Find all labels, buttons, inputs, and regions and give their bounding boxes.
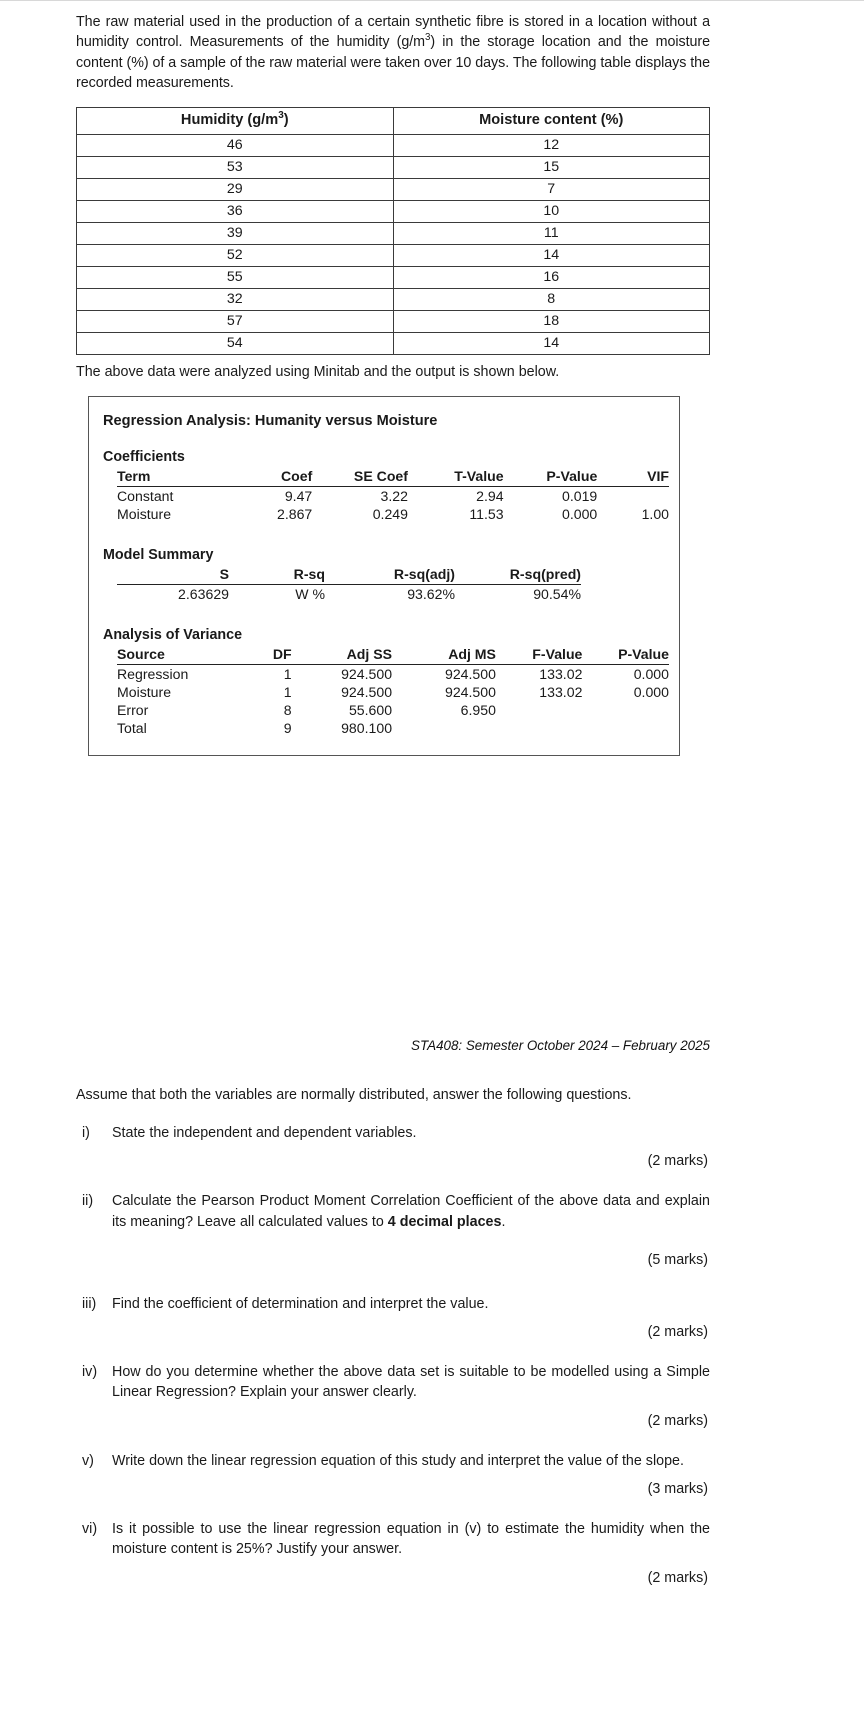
anova-cell-f-value: 133.02 <box>539 666 583 683</box>
question-text: Write down the linear regression equation of this study and interpret the value of the slope. <box>112 1452 684 1469</box>
anova-header-df: DF <box>237 645 292 665</box>
minitab-output-box <box>88 396 680 756</box>
anova-cell-f-value <box>496 719 582 737</box>
question-text-after: . <box>501 1213 506 1230</box>
ms-header-r-sq-adj: R-sq(adj) <box>325 565 455 585</box>
table-row <box>117 683 669 701</box>
coef-cell-p-value: 0.000 <box>562 506 598 523</box>
coef-cell-coef: 9.47 <box>284 488 313 505</box>
question-item-v <box>76 1451 710 1471</box>
coefficients-section-title: Coefficients <box>103 449 185 466</box>
intro-paragraph <box>76 12 710 93</box>
anova-cell-adj-ss: 924.500 <box>341 666 393 683</box>
anova-cell-adj-ss: 924.500 <box>341 684 393 701</box>
questions-lead-in: Assume that both the variables are normally distributed, answer the following questions. <box>76 1087 632 1103</box>
anova-cell-f-value: 133.02 <box>539 684 583 701</box>
table-row <box>117 585 581 604</box>
spacer <box>76 1340 710 1362</box>
minitab-intro-text: The above data were analyzed using Minitab and the output is shown below. <box>76 364 560 381</box>
table-row <box>77 223 710 245</box>
table-row <box>117 505 669 523</box>
coef-header-t-value: T-Value <box>408 467 504 487</box>
coef-cell-vif: 1.00 <box>641 506 669 523</box>
table-row <box>117 701 669 719</box>
coef-cell-term: Constant <box>117 488 174 505</box>
question-number: iii) <box>82 1295 97 1312</box>
cell-humidity: 52 <box>77 245 394 267</box>
table-row <box>77 157 710 179</box>
page-footer: STA408: Semester October 2024 – February 2025 <box>411 1038 710 1053</box>
ms-header-r-sq: R-sq <box>229 565 325 585</box>
anova-section-title: Analysis of Variance <box>103 627 243 644</box>
column-header-moisture: Moisture content (%) <box>393 108 710 135</box>
coef-header-vif: VIF <box>597 467 669 487</box>
cell-moisture: 15 <box>393 157 710 179</box>
document-content <box>76 12 710 756</box>
coef-cell-p-value: 0.019 <box>562 488 598 505</box>
anova-cell-source: Moisture <box>117 684 172 701</box>
intro-superscript: 3 <box>425 32 431 44</box>
cell-humidity: 53 <box>77 157 394 179</box>
coefficients-table <box>117 467 669 523</box>
model-summary-body <box>117 585 581 604</box>
anova-cell-df: 9 <box>283 720 292 737</box>
table-row <box>117 719 669 737</box>
question-item-i <box>76 1123 710 1143</box>
cell-humidity: 46 <box>77 135 394 157</box>
humidity-header-tail: ) <box>283 112 289 129</box>
model-summary-section-title: Model Summary <box>103 547 214 564</box>
question-text <box>112 1191 710 1232</box>
spacer <box>76 1169 710 1191</box>
humidity-header-superscript: 3 <box>278 110 284 122</box>
cell-humidity: 29 <box>77 179 394 201</box>
cell-moisture: 14 <box>393 333 710 355</box>
anova-table <box>117 645 669 737</box>
anova-cell-p-value <box>582 719 669 737</box>
column-header-humidity <box>77 108 394 135</box>
cell-moisture: 16 <box>393 267 710 289</box>
anova-header-row <box>117 645 669 665</box>
question-text: State the independent and dependent variables. <box>112 1125 417 1141</box>
cell-moisture: 18 <box>393 311 710 333</box>
question-item-iii <box>76 1294 710 1314</box>
cell-humidity: 55 <box>77 267 394 289</box>
table-row <box>77 245 710 267</box>
anova-header-source: Source <box>117 645 237 665</box>
measurements-table-body <box>77 135 710 355</box>
cell-moisture: 14 <box>393 245 710 267</box>
anova-header-adj-ms: Adj MS <box>392 645 496 665</box>
table-row <box>77 333 710 355</box>
table-row <box>77 311 710 333</box>
spacer <box>76 1471 710 1481</box>
coef-cell-t-value: 11.53 <box>469 506 504 523</box>
anova-cell-df: 1 <box>283 666 292 683</box>
measurements-table <box>76 107 710 355</box>
table-row <box>77 289 710 311</box>
question-marks: (2 marks) <box>647 1153 708 1170</box>
question-item-ii <box>76 1191 710 1232</box>
anova-cell-p-value <box>582 701 669 719</box>
anova-cell-source: Regression <box>117 666 189 683</box>
spacer <box>76 1268 710 1294</box>
cell-humidity: 36 <box>77 201 394 223</box>
question-number: v) <box>82 1452 94 1469</box>
anova-cell-adj-ms: 924.500 <box>445 666 496 683</box>
intro-text-part1: The raw material used in the production of a certain synthetic fibre is stored in a location without a humidity control. Measurements of the humidity (g/m <box>76 14 710 51</box>
ms-header-s: S <box>117 565 229 585</box>
table-header-row <box>77 108 710 135</box>
anova-cell-adj-ms <box>392 719 496 737</box>
ms-cell-s: 2.63629 <box>178 586 229 603</box>
spacer <box>76 1143 710 1153</box>
anova-cell-source: Total <box>117 720 147 737</box>
coef-header-term: Term <box>117 467 239 487</box>
ms-cell-r-sq-adj: 93.62% <box>407 586 455 603</box>
question-number: iv) <box>82 1364 98 1381</box>
anova-header-p-value: P-Value <box>582 645 669 665</box>
anova-cell-adj-ms: 924.500 <box>445 684 496 701</box>
spacer <box>76 1232 710 1252</box>
question-marks: (2 marks) <box>647 1412 708 1429</box>
question-item-iv <box>76 1362 710 1403</box>
spacer <box>76 1314 710 1324</box>
cell-moisture: 11 <box>393 223 710 245</box>
coef-cell-coef: 2.867 <box>277 506 313 523</box>
anova-body <box>117 665 669 738</box>
spacer <box>76 1497 710 1519</box>
question-text-before: Calculate the Pearson Product Moment Correlation Coefficient of the above data and explain its meaning? Leave all calculated values to <box>112 1193 710 1230</box>
table-row <box>77 267 710 289</box>
spacer <box>103 523 669 547</box>
question-number: i) <box>82 1125 90 1141</box>
anova-cell-df: 8 <box>283 702 292 719</box>
coef-cell-se-coef: 3.22 <box>380 488 408 505</box>
anova-cell-adj-ms: 6.950 <box>460 702 496 719</box>
question-number: vi) <box>82 1521 98 1538</box>
question-text: Is it possible to use the linear regression equation in (v) to estimate the humidity when the moisture content is 25%? Justify your answer. <box>112 1521 710 1558</box>
question-text: How do you determine whether the above data set is suitable to be modelled using a Simple Linear Regression? Explain your answer clearly. <box>112 1364 710 1401</box>
cell-moisture: 7 <box>393 179 710 201</box>
coef-header-p-value: P-Value <box>504 467 598 487</box>
question-marks: (3 marks) <box>647 1481 708 1498</box>
question-number: ii) <box>82 1193 94 1210</box>
minitab-inner <box>89 413 679 737</box>
ms-cell-r-sq: W % <box>295 586 325 603</box>
question-item-vi <box>76 1519 710 1560</box>
anova-cell-f-value <box>496 701 582 719</box>
ms-cell-r-sq-pred: 90.54% <box>533 586 581 603</box>
cell-moisture: 12 <box>393 135 710 157</box>
anova-cell-p-value: 0.000 <box>633 684 669 701</box>
question-marks: (2 marks) <box>647 1324 708 1341</box>
minitab-title: Regression Analysis: Humanity versus Moisture <box>103 413 438 430</box>
anova-cell-adj-ss: 980.100 <box>341 720 393 737</box>
table-row <box>77 135 710 157</box>
anova-cell-adj-ss: 55.600 <box>348 702 393 719</box>
anova-header-f-value: F-Value <box>496 645 582 665</box>
page-top-border <box>0 0 864 1</box>
anova-cell-p-value: 0.000 <box>633 666 669 683</box>
cell-humidity: 54 <box>77 333 394 355</box>
question-marks: (2 marks) <box>647 1569 708 1586</box>
table-row <box>117 487 669 506</box>
coef-cell-term: Moisture <box>117 506 172 523</box>
ms-header-r-sq-pred: R-sq(pred) <box>455 565 581 585</box>
anova-cell-df: 1 <box>283 684 292 701</box>
spacer <box>76 1429 710 1451</box>
coefficients-header-row <box>117 467 669 487</box>
questions-section <box>76 1087 710 1586</box>
table-row <box>77 201 710 223</box>
model-summary-table <box>117 565 581 603</box>
coef-header-se-coef: SE Coef <box>312 467 408 487</box>
cell-humidity: 57 <box>77 311 394 333</box>
cell-moisture: 8 <box>393 289 710 311</box>
question-text: Find the coefficient of determination and interpret the value. <box>112 1295 489 1312</box>
coef-header-coef: Coef <box>239 467 313 487</box>
cell-humidity: 32 <box>77 289 394 311</box>
coefficients-body <box>117 487 669 524</box>
humidity-header-text: Humidity (g/m <box>180 112 279 129</box>
question-marks: (5 marks) <box>647 1251 708 1268</box>
intro-text-part2: ) in the storage location and the moisture content (%) of a sample of the raw material were taken over 10 days. The following table displays the recorded measurements. <box>76 34 711 91</box>
model-summary-header-row <box>117 565 581 585</box>
coef-cell-se-coef: 0.249 <box>372 506 408 523</box>
cell-humidity: 39 <box>77 223 394 245</box>
anova-header-adj-ss: Adj SS <box>292 645 392 665</box>
question-text-emphasis: 4 decimal places <box>387 1213 502 1230</box>
spacer <box>76 1403 710 1413</box>
anova-cell-source: Error <box>117 702 149 719</box>
spacer <box>76 1560 710 1570</box>
table-row <box>77 179 710 201</box>
table-row <box>117 665 669 684</box>
coef-cell-vif <box>597 487 669 506</box>
coef-cell-t-value: 2.94 <box>476 488 504 505</box>
spacer <box>103 603 669 627</box>
cell-moisture: 10 <box>393 201 710 223</box>
